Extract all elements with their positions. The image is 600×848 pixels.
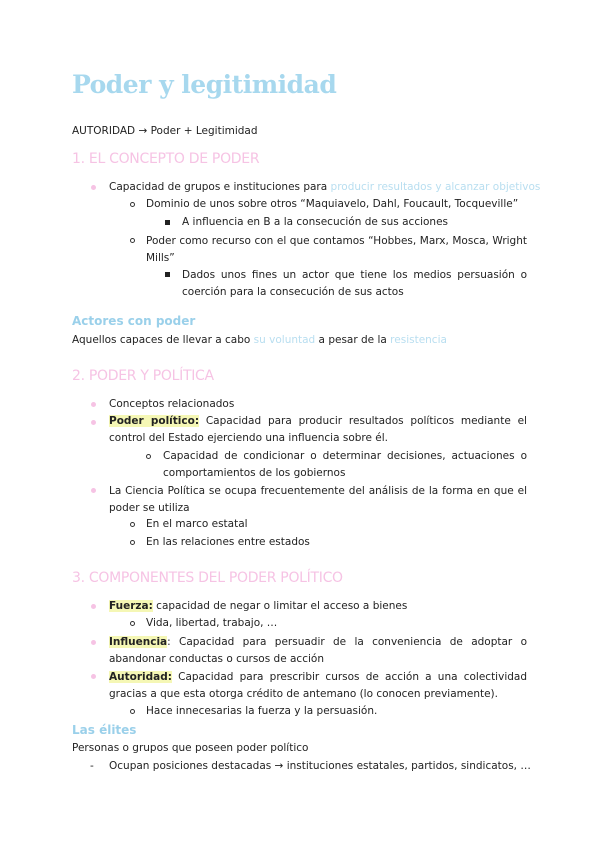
document-title: Poder y legitimidad — [72, 70, 337, 99]
bullet-circle — [146, 454, 151, 459]
bullet-circle — [130, 621, 135, 626]
section-3-heading: 3. COMPONENTES DEL PODER POLÍTICO — [72, 570, 343, 586]
bullet-dot — [91, 185, 96, 190]
s2-bullet-1: Conceptos relacionados — [109, 398, 235, 410]
bullet-dot — [91, 674, 96, 679]
actores-text-1: Aquellos capaces de llevar a cabo — [72, 334, 254, 346]
intro-line: AUTORIDAD → Poder + Legitimidad — [72, 125, 258, 137]
s3-bullet-1-label: Fuerza: — [109, 600, 153, 612]
s1-bullet-1b: Poder como recurso con el que contamos “Hobbes, Marx, Mosca, Wright Mills” — [146, 235, 527, 264]
bullet-dot — [91, 420, 96, 425]
bullet-circle — [130, 202, 135, 207]
s1-bullet-1a1: A influencia en B a la consecución de sus acciones — [182, 216, 449, 228]
actores-text-2: su voluntad — [253, 334, 316, 346]
s2-bullet-3b: En las relaciones entre estados — [146, 536, 310, 548]
bullet-circle — [130, 709, 135, 714]
s3-bullet-1 — [109, 600, 407, 612]
bullet-circle — [130, 540, 135, 545]
bullet-dot — [91, 488, 96, 493]
elites-text: Personas o grupos que poseen poder político — [72, 742, 309, 754]
s2-bullet-3: La Ciencia Política se ocupa frecuentemente del análisis de la forma en que el poder se utiliza — [109, 485, 527, 514]
bullet-circle — [130, 522, 135, 527]
s3-bullet-3-label: Autoridad: — [109, 671, 172, 683]
s1-bullet-1-text: Capacidad de grupos e instituciones para — [109, 181, 331, 193]
s3-bullet-3 — [109, 669, 527, 703]
bullet-square — [165, 220, 170, 225]
bullet-dot — [91, 402, 96, 407]
s2-bullet-2a: Capacidad de condicionar o determinar decisiones, actuaciones o comportamientos de los gobiernos — [163, 450, 527, 479]
s3-bullet-2-text: : Capacidad para persuadir de la conveniencia de adoptar o abandonar conductas o cursos de acción — [109, 636, 527, 665]
s3-bullet-1-text: capacidad de negar o limitar el acceso a bienes — [152, 600, 408, 612]
bullet-dash: - — [90, 760, 94, 772]
section-1-heading: 1. EL CONCEPTO DE PODER — [72, 151, 260, 167]
bullet-dot — [91, 604, 96, 609]
s1-bullet-1 — [109, 181, 540, 193]
actores-text — [72, 334, 447, 346]
elites-dash-1: Ocupan posiciones destacadas → instituciones estatales, partidos, sindicatos, … — [109, 760, 531, 772]
s2-bullet-2-text: Capacidad para producir resultados políticos mediante el control del Estado ejerciendo una influencia sobre él. — [109, 415, 527, 444]
s2-bullet-3a: En el marco estatal — [146, 518, 248, 530]
s2-bullet-2-label: Poder político: — [109, 415, 200, 427]
s2-bullet-2 — [109, 413, 527, 447]
bullet-square — [165, 272, 170, 277]
s3-bullet-3a: Hace innecesarias la fuerza y la persuasión. — [146, 705, 378, 717]
actores-heading: Actores con poder — [72, 314, 196, 328]
bullet-dot — [91, 640, 96, 645]
section-2-heading: 2. PODER Y POLÍTICA — [72, 368, 214, 384]
s1-bullet-1a: Dominio de unos sobre otros “Maquiavelo, Dahl, Foucault, Tocqueville” — [146, 198, 519, 210]
actores-text-3: a pesar de la — [315, 334, 391, 346]
bullet-circle — [130, 238, 135, 243]
actores-text-4: resistencia — [390, 334, 447, 346]
s3-bullet-3-text: Capacidad para prescribir cursos de acción a una colectividad gracias a que esta otorga crédito de antemano (lo conocen previamente). — [109, 671, 527, 700]
elites-heading: Las élites — [72, 723, 137, 737]
s1-bullet-1b1: Dados unos fines un actor que tiene los medios persuasión o coerción para la consecución de sus actos — [182, 269, 527, 298]
s3-bullet-2 — [109, 634, 527, 668]
s3-bullet-1a: Vida, libertad, trabajo, … — [146, 617, 278, 629]
s1-bullet-1-highlight: producir resultados y alcanzar objetivos — [330, 181, 541, 193]
s3-bullet-2-label: Influencia — [109, 636, 168, 648]
